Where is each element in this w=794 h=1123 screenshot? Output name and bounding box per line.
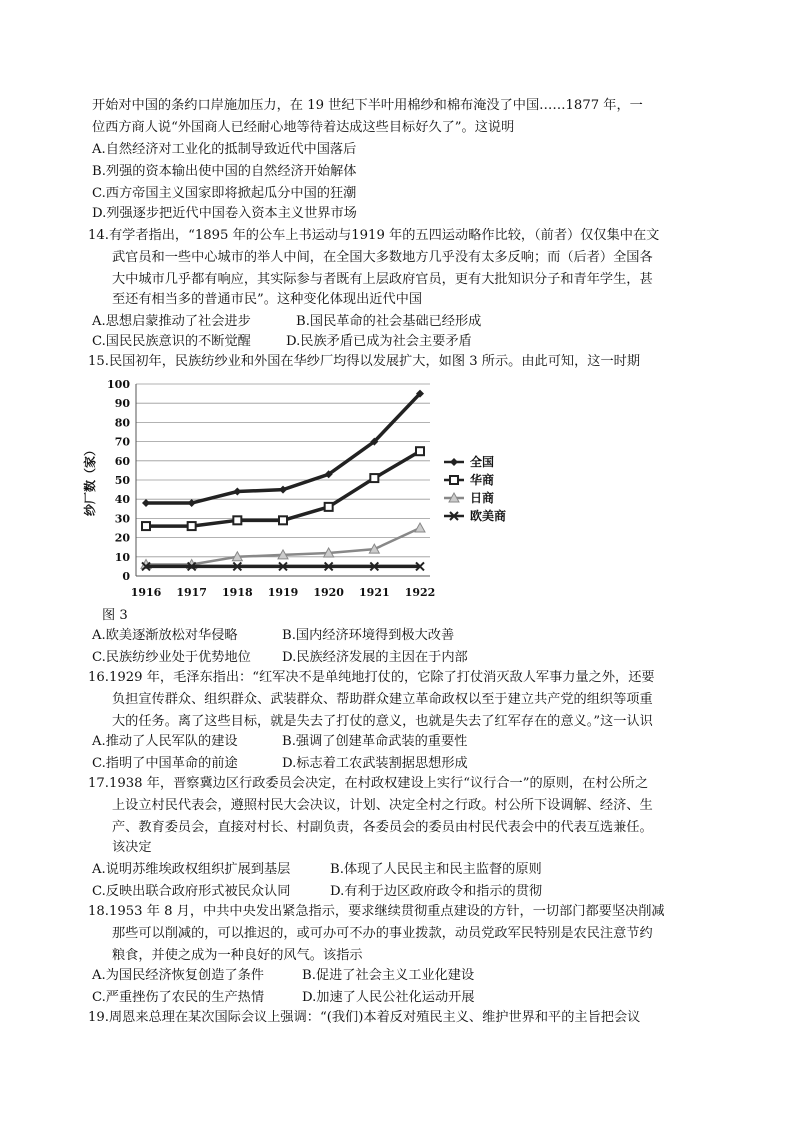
q16-option-a: A.推动了人民军队的建设: [92, 734, 238, 749]
q17-option-a: A.说明苏维埃政权组织扩展到基层: [92, 862, 291, 877]
q14-option-a: A.思想启蒙推动了社会进步: [92, 314, 251, 329]
q15-option-a: A.欧美逐渐放松对华侵略: [92, 628, 238, 643]
yarn-mill-line-chart: [80, 372, 540, 604]
q14-option-c: C.国民民族意识的不断觉醒: [92, 334, 251, 349]
q16-option-c: C.指明了中国革命的前途: [92, 756, 238, 771]
q13-option-b: B.列强的资本输出使中国的自然经济开始解体: [92, 164, 357, 179]
y-tick-label: 50: [114, 474, 130, 487]
q16-option-d: D.标志着工农武装割据思想形成: [282, 756, 468, 771]
y-tick-label: 20: [114, 531, 130, 545]
q15-option-b: B.国内经济环境得到极大改善: [282, 628, 455, 643]
q15-stem-line-1: 15.民国初年，民族纺纱业和外国在华纱厂均得以发展扩大，如图 3 所示。由此可知，这一时期: [88, 354, 641, 369]
q19-stem-line-1: 19.周恩来总理在某次国际会议上强调：“(我们)本着反对殖民主义、维护世界和平的主旨把会议: [88, 1010, 641, 1025]
legend-label: 华商: [470, 473, 495, 487]
q17-option-d: D.有利于边区政府政令和指示的贯彻: [330, 884, 543, 899]
x-tick-label: 1919: [267, 586, 299, 599]
q18-option-d: D.加速了人民公社化运动开展: [302, 990, 475, 1005]
x-tick-label: 1918: [222, 586, 253, 599]
q17-option-c: C.反映出联合政府形式被民众认同: [92, 884, 291, 899]
q13-option-d: D.列强逐步把近代中国卷入资本主义世界市场: [92, 206, 357, 221]
q18-option-b: B.促进了社会主义工业化建设: [302, 968, 475, 983]
q14-stem-line-1: 14.有学者指出，“1895 年的公车上书运动与1919 年的五四运动略作比较，（前者）仅仅集中在文: [88, 228, 660, 243]
data-point: [415, 523, 425, 532]
q18-stem-line-2: 那些可以削减的，可以推迟的，或可办可不办的事业拨款，动员党政军民特别是农民注意节约: [112, 926, 653, 941]
y-tick-label: 30: [114, 512, 130, 526]
data-point: [233, 488, 241, 496]
q16-stem-line-2: 负担宣传群众、组织群众、武装群众、帮助群众建立革命政权以至于建立共产党的组织等项重: [112, 692, 653, 707]
q14-stem-line-4: 至还有相当多的普通市民”。这种变化体现出近代中国: [112, 292, 423, 307]
q18-option-c: C.严重挫伤了农民的生产热情: [92, 990, 265, 1005]
y-tick-label: 40: [114, 493, 130, 507]
data-point: [416, 447, 424, 455]
y-tick-label: 80: [114, 416, 130, 430]
q15-option-c: C.民族纺纱业处于优势地位: [92, 650, 251, 665]
y-tick-label: 0: [122, 570, 130, 583]
data-point: [279, 486, 287, 494]
q13-option-a: A.自然经济对工业化的抵制导致近代中国落后: [92, 142, 357, 157]
q17-stem-line-3: 产、教育委员会，直接对村长、村副负责，各委员会的委员由村民代表会中的代表互选兼任。: [112, 820, 653, 835]
data-point: [233, 516, 241, 524]
q14-option-b: B.国民革命的社会基础已经形成: [296, 314, 482, 329]
x-tick-label: 1917: [176, 586, 207, 599]
q13-line-1: 开始对中国的条约口岸施加压力，在 19 世纪下半叶用棉纱和棉布淹没了中国……1877 年，一: [92, 98, 643, 113]
legend-label: 欧美商: [470, 509, 507, 523]
y-tick-label: 70: [114, 435, 130, 449]
q17-stem-line-1: 17.1938 年，晋察冀边区行政委员会决定，在村政权建设上实行“议行合一”的原则，在村公所之: [88, 776, 649, 791]
figure-label: 图 3: [102, 608, 128, 623]
y-tick-label: 60: [114, 454, 130, 468]
data-point: [188, 522, 196, 530]
data-point: [142, 499, 150, 507]
y-tick-label: 90: [114, 397, 130, 411]
q16-stem-line-1: 16.1929 年，毛泽东指出：“红军决不是单纯地打仗的，它除了打仗消灭敌人军事力量之外，还要: [88, 670, 655, 685]
x-tick-label: 1920: [313, 586, 344, 599]
y-axis-label: 纱厂数（家）: [83, 443, 97, 517]
q16-stem-line-3: 大的任务。离了这些目标，就是失去了打仗的意义，也就是失去了红军存在的意义。”这一认识: [112, 714, 653, 729]
legend-label: 全国: [470, 455, 495, 469]
q14-option-d: D.民族矛盾已成为社会主要矛盾: [286, 334, 472, 349]
q17-stem-line-2: 上设立村民代表会，遵照村民大会决议，计划、决定全村之行政。村公所下设调解、经济、生: [112, 798, 653, 813]
data-point: [325, 503, 333, 511]
data-point: [370, 474, 378, 482]
x-tick-label: 1916: [130, 586, 162, 599]
q18-option-a: A.为国民经济恢复创造了条件: [92, 968, 264, 983]
y-tick-label: 100: [107, 378, 130, 391]
x-tick-label: 1922: [404, 586, 436, 599]
x-tick-label: 1921: [359, 586, 390, 599]
y-tick-label: 10: [114, 550, 130, 564]
q14-stem-line-2: 武官员和一些中心城市的举人中间，在全国大多数地方几乎没有太多反响；而（后者）全国各: [112, 250, 653, 265]
q17-stem-line-4: 该决定: [112, 840, 152, 855]
q13-option-c: C.西方帝国主义国家即将掀起瓜分中国的狂潮: [92, 186, 357, 201]
data-point: [142, 522, 150, 530]
legend-label: 日商: [470, 491, 495, 505]
legend-marker-1: [450, 476, 458, 484]
legend-marker-0: [450, 458, 458, 466]
q16-option-b: B.强调了创建革命武装的重要性: [282, 734, 468, 749]
q18-stem-line-3: 粮食，并使之成为一种良好的风气。该指示: [112, 948, 363, 963]
q15-option-d: D.民族经济发展的主因在于内部: [282, 650, 468, 665]
q18-stem-line-1: 18.1953 年 8 月，中共中央发出紧急指示，要求继续贯彻重点建设的方针，一切部门都要坚决削减: [88, 904, 665, 919]
data-point: [188, 499, 196, 507]
q14-stem-line-3: 大中城市几乎都有响应，其实际参与者既有上层政府官员，更有大批知识分子和青年学生，甚: [112, 272, 653, 287]
q17-option-b: B.体现了人民民主和民主监督的原则: [330, 862, 542, 877]
data-point: [279, 516, 287, 524]
q13-line-2: 位西方商人说“外国商人已经耐心地等待着达成这些目标好久了”。这说明: [92, 120, 515, 135]
